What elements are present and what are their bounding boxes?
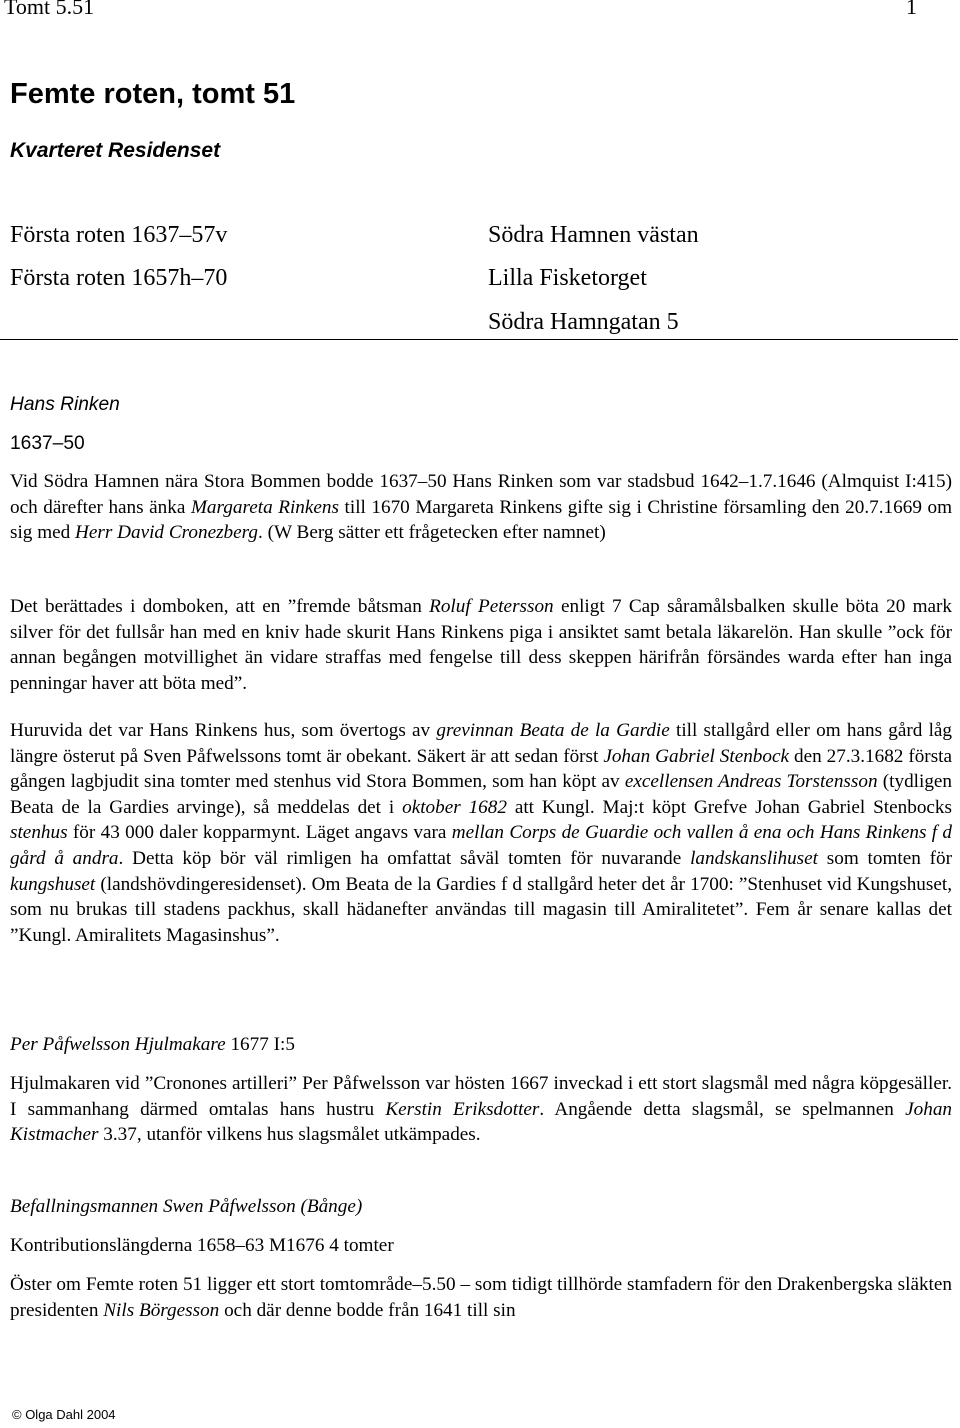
- location-right-2: Lilla Fisketorget: [488, 265, 647, 291]
- location-right-3: Södra Hamngatan 5: [488, 309, 679, 335]
- contribution-line: Kontributionslängderna 1658–63 M1676 4 tomter: [10, 1235, 394, 1256]
- paragraph-rinken: Vid Södra Hamnen nära Stora Bommen bodde 1637–50 Hans Rinken som var stadsbud 1642–1.7.1646 (Almquist I:415) och därefter hans änka Margareta Rinkens till 1670 Margareta Rinkens gifte sig i Christine församling den 20.7.1669 om sig med Herr David Cronezberg. (W Berg sätter ett frågetecken efter namnet): [10, 471, 952, 544]
- person-heading: Hans Rinken: [10, 394, 120, 415]
- location-right-1: Södra Hamnen västan: [488, 222, 699, 248]
- paragraph-oster: Öster om Femte roten 51 ligger ett stort tomtområde–5.50 – som tidigt tillhörde stamfadern för den Drakenbergska släkten presidenten Nils Börgesson och där denne bodde från 1641 till sin: [10, 1274, 952, 1321]
- page-title: Femte roten, tomt 51: [10, 78, 296, 110]
- page-subtitle: Kvarteret Residenset: [10, 139, 221, 162]
- person-years: 1637–50: [10, 433, 85, 454]
- page-number: 1: [906, 0, 917, 19]
- location-left-1: Första roten 1637–57v: [10, 222, 228, 248]
- copyright-footer: © Olga Dahl 2004: [12, 1407, 116, 1422]
- paragraph-stallgard: Huruvida det var Hans Rinkens hus, som övertogs av grevinnan Beata de la Gardie till stallgård eller om hans gård låg längre österut på Sven Påfwelssons tomt är obekant. Säkert är att sedan först Johan Gabriel Stenbock den 27.3.1682 första gången lagbjudit sina tomter med stenhus vid Stora Bommen, som han köpt av excellensen Andreas Torstensson (tydligen Beata de la Gardies arvinge), så meddelas det i oktober 1682 att Kungl. Maj:t köpt Grefve Johan Gabriel Stenbocks stenhus för 43 000 daler kopparmynt. Läget angavs vara mellan Corps de Guardie och vallen å ena och Hans Rinkens f d gård å andra. Detta köp bör väl rimligen ha omfattat såväl tomten för nuvarande landskanslihuset som tomten för kungshuset (landshövdingeresidenset). Om Beata de la Gardies f d stallgård heter det år 1700: ”Stenhuset vid Kungshuset, som nu brukas till stadens packhus, skall hädanefter användas till magasin till Amiralitetet”. Fem år senare kallas det ”Kungl. Amiralitets Magasinshus”.: [10, 720, 953, 946]
- divider: [0, 339, 958, 340]
- location-left-2: Första roten 1657h–70: [10, 265, 228, 291]
- person-heading-3: Befallningsmannen Swen Påfwelsson (Bånge): [10, 1196, 363, 1217]
- paragraph-hjulmakare: Hjulmakaren vid ”Cronones artilleri” Per Påfwelsson var hösten 1667 inveckad i ett stort slagsmål med några köpgesäller. I sammanhang därmed omtalas hans hustru Kerstin Eriksdotter. Angående detta slagsmål, se spelmannen Johan Kistmacher 3.37, utanför vilkens hus slagsmålet utkämpades.: [10, 1073, 953, 1146]
- paragraph-domboken: Det berättades i domboken, att en ”fremde båtsman Roluf Petersson enligt 7 Cap såramålsbalken skulle böta 20 mark silver för det fullsår han med en kniv hade skurit Hans Rinkens piga i ansiktet samt betala läkarelön. Han skulle ”ock för annan begången motvillighet än vidare straffas med fengelse till dess skeppen härifrån försändes warda efter han inga penningar haver att böta med”.: [10, 596, 953, 694]
- running-header: Tomt 5.51: [4, 0, 95, 19]
- person-heading-2: Per Påfwelsson Hjulmakare 1677 I:5: [10, 1034, 295, 1055]
